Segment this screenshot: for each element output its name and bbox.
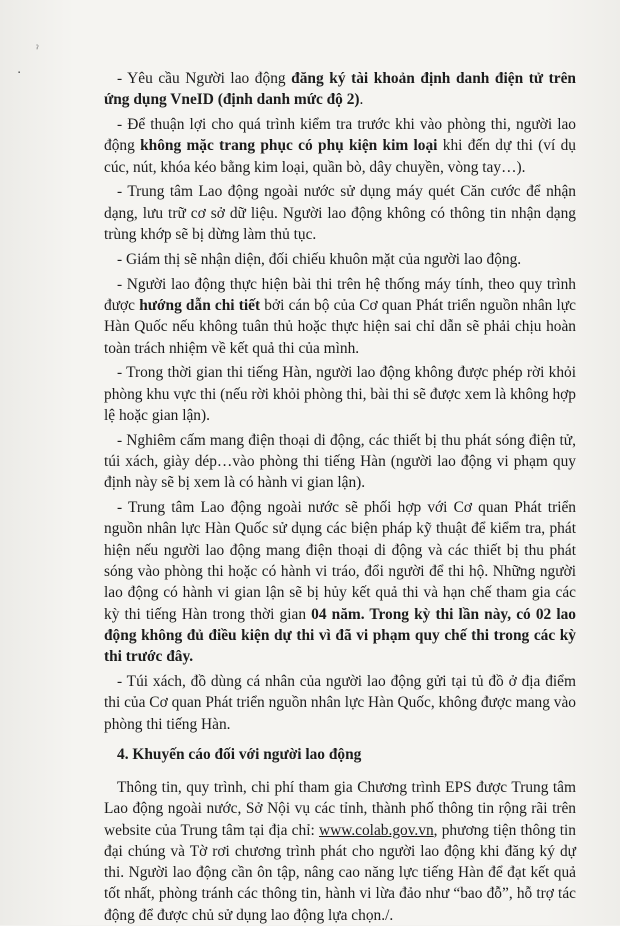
paragraph-text: - Để thuận lợi cho quá trình kiểm tra trước khi vào phòng thi, người lao động (104, 116, 576, 155)
rule-paragraph (104, 671, 576, 735)
paragraph-text: khi đến dự thi (ví dụ cúc, nút, khóa kéo bằng kim loại, quần bò, dây chuyền, vòng tay…). (104, 137, 576, 176)
paragraph-text: - Trong thời gian thi tiếng Hàn, người lao động không được phép rời khỏi phòng khu vực thi (nếu rời khỏi phòng thi, bài thi sẽ được xem là không hợp lệ hoặc gian lận). (104, 364, 576, 424)
paragraph-text: - Yêu cầu Người lao động (117, 70, 292, 87)
paragraph-text: - Túi xách, đồ dùng cá nhân của người lao động gửi tại tủ đồ ở địa điểm thi của Cơ quan Phát triển nguồn nhân lực Hàn Quốc, không được mang vào phòng thi tiếng Hàn. (104, 673, 576, 733)
website-link[interactable]: www.colab.gov.vn (318, 821, 434, 839)
paragraph-text: - Người lao động thực hiện bài thi trên hệ thống máy tính, theo quy trình được (104, 275, 576, 314)
rule-paragraph (104, 362, 576, 426)
paragraph-text: - Trung tâm Lao động ngoài nước sẽ phối hợp với Cơ quan Phát triển nguồn nhân lực Hàn Quốc sử dụng các biện pháp kỹ thuật để kiểm tra, phát hiện nếu người lao động mang điện thoại di động và các thiết bị thu phát sóng vào phòng thi hoặc có hành vi tráo, đổi người để thi hộ. Những người lao động có hành vi gian lận sẽ bị hủy kết quả thi và hạn chế tham gia các kỳ thi tiếng Hàn trong thời gian (104, 499, 576, 623)
bold-text: đăng ký tài khoản định danh điện tử trên ứng dụng VneID (định danh mức độ 2) (104, 70, 576, 109)
closing-text-before-url: Thông tin, quy trình, chi phí tham gia Chương trình EPS được Trung tâm Lao động ngoài nước, Sở Nội vụ các tỉnh, thành phố thông tin rộng rãi trên website của Trung tâm tại địa chỉ: (104, 778, 576, 839)
rules-list (104, 68, 576, 735)
rule-paragraph (104, 249, 576, 270)
paragraph-text: . (359, 91, 364, 109)
rule-paragraph (104, 497, 576, 667)
paragraph-text: - Trung tâm Lao động ngoài nước sử dụng máy quét Căn cước để nhận dạng, lưu trữ cơ sở dữ liệu. Người lao động không có thông tin nhận dạng trùng khớp sẽ bị dừng làm thủ tục. (104, 183, 576, 244)
rule-paragraph (104, 430, 576, 494)
paragraph-text: bởi cán bộ của Cơ quan Phát triển nguồn nhân lực Hàn Quốc nếu không tuân thủ hoặc thực hiện sai chỉ dẫn sẽ phải chịu hoàn toàn trách nhiệm về kết quả thi của mình. (104, 296, 576, 357)
rule-paragraph (104, 181, 576, 245)
scan-dot: ▪ (18, 70, 21, 76)
bold-text: 04 năm. Trong kỳ thi lần này, có 02 lao động không đủ điều kiện dự thi vì đã vi phạm quy chế thi trong các kỳ thi trước đây. (104, 605, 576, 666)
section-heading: 4. Khuyến cáo đối với người lao động (117, 745, 362, 763)
closing-text-after-url: , phương tiện thông tin đại chúng và Tờ rơi chương trình phát cho người lao động khi đăng ký dự thi. Người lao động cần ôn tập, nâng cao năng lực tiếng Hàn để đạt kết quả tốt nhất, phòng tránh các thông tin, hành vi lừa đảo như “bao đỗ”, hỗ trợ tác động để được chủ sử dụng lao động lựa chọn./. (104, 821, 576, 924)
paragraph-text: - Giám thị sẽ nhận diện, đối chiếu khuôn mặt của người lao động. (117, 250, 522, 268)
scan-mark: ˀ (36, 44, 39, 55)
paragraph-text: - Nghiêm cấm mang điện thoại di động, các thiết bị thu phát sóng điện tử, túi xách, giày dép…vào phòng thi tiếng Hàn (người lao động vi phạm quy định này sẽ bị xem là có hành vi gian lận). (104, 431, 576, 492)
rule-paragraph (104, 274, 576, 359)
closing-paragraph (104, 777, 576, 926)
bold-text: không mặc trang phục có phụ kiện kim loại (140, 137, 438, 155)
rule-paragraph (104, 114, 576, 178)
rule-paragraph (104, 68, 576, 111)
bold-text: hướng dẫn chi tiết (139, 296, 261, 314)
